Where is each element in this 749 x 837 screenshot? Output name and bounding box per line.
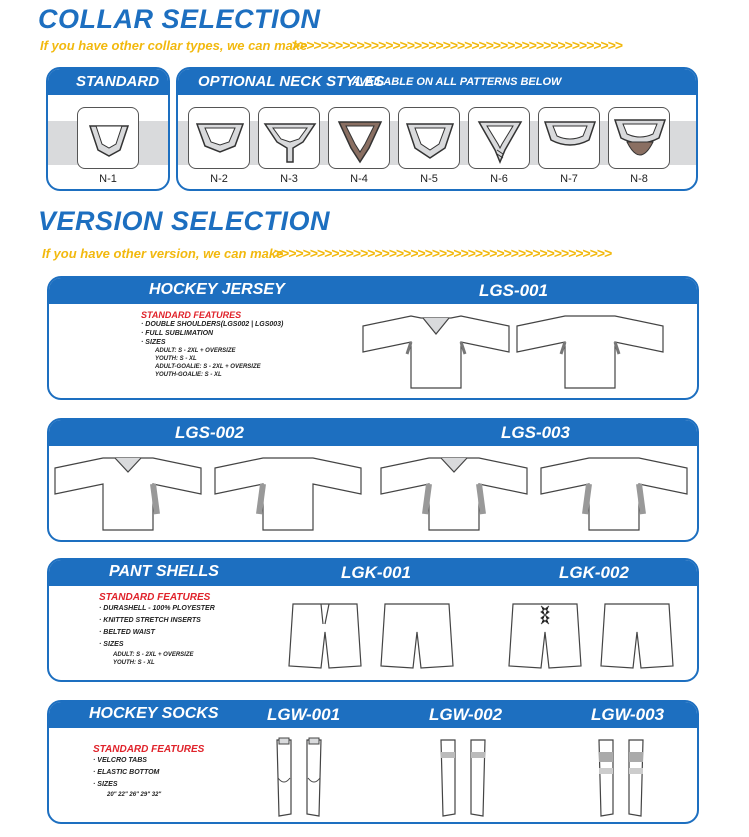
version-title: VERSION SELECTION: [38, 206, 331, 236]
lgk-001-code: LGK-001: [341, 563, 411, 582]
features-title: STANDARD FEATURES: [141, 310, 242, 320]
neck-label: N-3: [280, 173, 298, 185]
size-item: ADULT: S - 2XL + OVERSIZE: [155, 348, 236, 354]
neck-n1-icon[interactable]: [77, 107, 139, 169]
pant-features: [99, 592, 299, 667]
jersey-front-icon: [361, 312, 511, 392]
neck-n3-icon[interactable]: [258, 107, 320, 169]
lgk-002-front-icon: [507, 602, 583, 676]
neck-n5-icon[interactable]: [398, 107, 460, 169]
lgs-003-back-icon: [539, 454, 689, 534]
jersey-features: [141, 310, 341, 379]
lgk-001-front-icon: [287, 602, 363, 676]
neck-label: N-1: [99, 173, 117, 185]
neck-n7-icon[interactable]: [538, 107, 600, 169]
size-item: 20" 22" 26" 29" 32": [107, 792, 162, 798]
lgs-003-front-icon: [379, 454, 529, 534]
jersey-variants-panel: [47, 418, 699, 542]
neck-label: N-2: [210, 173, 228, 185]
arrow-divider-icon: >>>>>>>>>>>>>>>>>>>>>>>>>>>>>>>>>>>>>>>>>>>>>>: [292, 37, 623, 53]
neck-label: N-6: [490, 173, 508, 185]
lgw-002-code: LGW-002: [429, 705, 503, 724]
feature-item: · SIZES: [141, 339, 166, 346]
pant-shells-panel: [47, 558, 699, 682]
hockey-socks-panel: [47, 700, 699, 824]
neck-label: N-8: [630, 173, 648, 185]
optional-note: AVAILABLE ON ALL PATTERNS BELOW: [352, 76, 562, 88]
arrow-divider-icon: >>>>>>>>>>>>>>>>>>>>>>>>>>>>>>>>>>>>>>>>>>>>>>>: [274, 245, 612, 261]
lgw-001-socks-icon: [273, 738, 333, 822]
neck-n2-icon[interactable]: [188, 107, 250, 169]
neck-label: N-7: [560, 173, 578, 185]
size-item: YOUTH: S - XL: [113, 660, 155, 666]
lgk-002-back-icon: [599, 602, 675, 676]
lgs-002-front-icon: [53, 454, 203, 534]
lgk-002-code: LGK-002: [559, 563, 629, 582]
collar-subtitle: If you have other collar types, we can make: [40, 38, 308, 53]
feature-item: · KNITTED STRETCH INSERTS: [99, 617, 201, 624]
neck-n8-icon[interactable]: [608, 107, 670, 169]
feature-item: · SIZES: [99, 641, 124, 648]
lgs-001-code: LGS-001: [479, 281, 548, 300]
optional-collar-panel: [176, 67, 698, 191]
neck-label: N-4: [350, 173, 368, 185]
feature-item: · BELTED WAIST: [99, 629, 155, 636]
hockey-jersey-panel: [47, 276, 699, 400]
feature-item: · FULL SUBLIMATION: [141, 330, 214, 337]
optional-label: OPTIONAL NECK STYLES: [198, 73, 385, 90]
hockey-jersey-title: HOCKEY JERSEY: [149, 281, 285, 298]
lgs-003-code: LGS-003: [501, 423, 570, 442]
socks-features: [93, 744, 293, 799]
lgw-001-code: LGW-001: [267, 705, 341, 724]
lgs-002-back-icon: [213, 454, 363, 534]
features-title: STANDARD FEATURES: [99, 592, 211, 603]
standard-label: STANDARD: [76, 73, 160, 90]
collar-title: COLLAR SELECTION: [38, 4, 321, 34]
lgk-001-back-icon: [379, 602, 455, 676]
size-item: YOUTH: S - XL: [155, 356, 197, 362]
size-item: YOUTH-GOALIE: S - XL: [155, 372, 222, 378]
feature-item: · DOUBLE SHOULDERS(LGS002 | LGS003): [141, 321, 284, 328]
size-item: ADULT-GOALIE: S - 2XL + OVERSIZE: [155, 364, 261, 370]
lgw-003-socks-icon: [595, 738, 655, 822]
neck-n4-icon[interactable]: [328, 107, 390, 169]
version-subtitle: If you have other version, we can make: [42, 246, 284, 261]
feature-item: · SIZES: [93, 781, 118, 788]
standard-collar-panel: [46, 67, 170, 191]
features-title: STANDARD FEATURES: [93, 744, 205, 755]
jersey-back-icon: [515, 312, 665, 392]
lgs-002-code: LGS-002: [175, 423, 244, 442]
feature-item: · VELCRO TABS: [93, 757, 147, 764]
feature-item: · DURASHELL - 100% PLOYESTER: [99, 605, 215, 612]
size-item: ADULT: S - 2XL + OVERSIZE: [113, 652, 194, 658]
lgw-002-socks-icon: [437, 738, 497, 822]
pant-shells-title: PANT SHELLS: [109, 563, 219, 580]
hockey-socks-title: HOCKEY SOCKS: [89, 705, 219, 722]
neck-label: N-5: [420, 173, 438, 185]
lgw-003-code: LGW-003: [591, 705, 665, 724]
feature-item: · ELASTIC BOTTOM: [93, 769, 160, 776]
neck-n6-icon[interactable]: [468, 107, 530, 169]
